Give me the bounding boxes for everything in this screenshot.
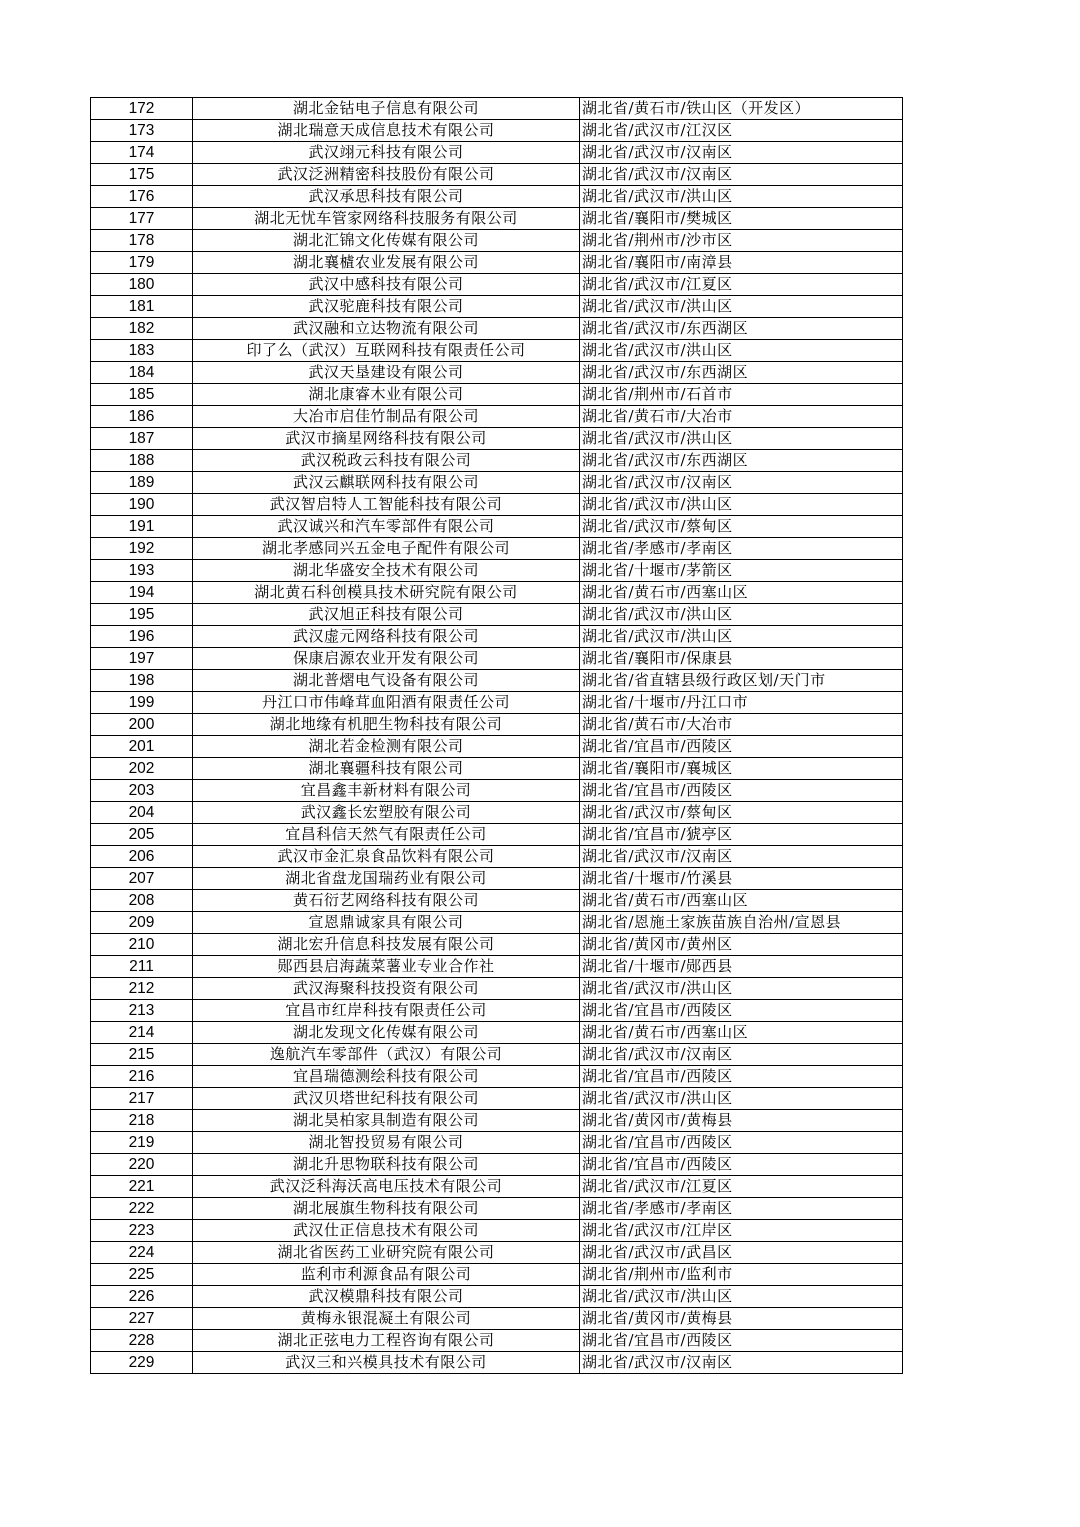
region-cell: 湖北省/武汉市/洪山区 — [580, 296, 903, 318]
table-row — [91, 802, 903, 824]
table-row — [91, 428, 903, 450]
row-number-cell: 206 — [91, 846, 193, 868]
row-number-cell: 191 — [91, 516, 193, 538]
row-number-cell: 204 — [91, 802, 193, 824]
table-row — [91, 340, 903, 362]
company-name-cell: 武汉仕正信息技术有限公司 — [193, 1220, 580, 1242]
table-row — [91, 1264, 903, 1286]
region-cell: 湖北省/宜昌市/西陵区 — [580, 736, 903, 758]
row-number-cell: 215 — [91, 1044, 193, 1066]
company-name-cell: 宣恩鼎诚家具有限公司 — [193, 912, 580, 934]
row-number-cell: 213 — [91, 1000, 193, 1022]
region-cell: 湖北省/武汉市/洪山区 — [580, 340, 903, 362]
company-name-cell: 湖北发现文化传媒有限公司 — [193, 1022, 580, 1044]
region-cell: 湖北省/武汉市/洪山区 — [580, 978, 903, 1000]
row-number-cell: 222 — [91, 1198, 193, 1220]
region-cell: 湖北省/武汉市/洪山区 — [580, 626, 903, 648]
row-number-cell: 214 — [91, 1022, 193, 1044]
region-cell: 湖北省/襄阳市/襄城区 — [580, 758, 903, 780]
company-name-cell: 湖北展旗生物科技有限公司 — [193, 1198, 580, 1220]
company-name-cell: 丹江口市伟峰茸血阳酒有限责任公司 — [193, 692, 580, 714]
row-number-cell: 205 — [91, 824, 193, 846]
company-name-cell: 武汉中感科技有限公司 — [193, 274, 580, 296]
table-row — [91, 780, 903, 802]
table-row — [91, 1000, 903, 1022]
region-cell: 湖北省/武汉市/武昌区 — [580, 1242, 903, 1264]
region-cell: 湖北省/孝感市/孝南区 — [580, 1198, 903, 1220]
table-row — [91, 208, 903, 230]
table-row — [91, 362, 903, 384]
company-name-cell: 大冶市启佳竹制品有限公司 — [193, 406, 580, 428]
row-number-cell: 212 — [91, 978, 193, 1000]
company-name-cell: 湖北宏升信息科技发展有限公司 — [193, 934, 580, 956]
table-row — [91, 494, 903, 516]
row-number-cell: 199 — [91, 692, 193, 714]
row-number-cell: 186 — [91, 406, 193, 428]
table-row — [91, 1352, 903, 1374]
company-name-cell: 宜昌瑞德测绘科技有限公司 — [193, 1066, 580, 1088]
region-cell: 湖北省/黄冈市/黄州区 — [580, 934, 903, 956]
company-name-cell: 湖北普熠电气设备有限公司 — [193, 670, 580, 692]
row-number-cell: 174 — [91, 142, 193, 164]
company-name-cell: 湖北康睿木业有限公司 — [193, 384, 580, 406]
company-name-cell: 武汉三和兴模具技术有限公司 — [193, 1352, 580, 1374]
region-cell: 湖北省/宜昌市/西陵区 — [580, 1066, 903, 1088]
row-number-cell: 196 — [91, 626, 193, 648]
company-name-cell: 武汉贝塔世纪科技有限公司 — [193, 1088, 580, 1110]
region-cell: 湖北省/武汉市/东西湖区 — [580, 450, 903, 472]
row-number-cell: 197 — [91, 648, 193, 670]
table-row — [91, 120, 903, 142]
company-name-cell: 武汉鑫长宏塑胶有限公司 — [193, 802, 580, 824]
company-name-cell: 武汉市金汇泉食品饮料有限公司 — [193, 846, 580, 868]
region-cell: 湖北省/武汉市/洪山区 — [580, 428, 903, 450]
row-number-cell: 178 — [91, 230, 193, 252]
table-row — [91, 164, 903, 186]
region-cell: 湖北省/武汉市/汉南区 — [580, 142, 903, 164]
row-number-cell: 200 — [91, 714, 193, 736]
table-row — [91, 824, 903, 846]
region-cell: 湖北省/武汉市/洪山区 — [580, 1088, 903, 1110]
table-row — [91, 1330, 903, 1352]
table-row — [91, 846, 903, 868]
table-row — [91, 450, 903, 472]
row-number-cell: 193 — [91, 560, 193, 582]
row-number-cell: 224 — [91, 1242, 193, 1264]
region-cell: 湖北省/武汉市/江岸区 — [580, 1220, 903, 1242]
company-name-cell: 武汉虚元网络科技有限公司 — [193, 626, 580, 648]
row-number-cell: 202 — [91, 758, 193, 780]
region-cell: 湖北省/省直辖县级行政区划/天门市 — [580, 670, 903, 692]
table-row — [91, 670, 903, 692]
company-name-cell: 宜昌科信天然气有限责任公司 — [193, 824, 580, 846]
table-row — [91, 1044, 903, 1066]
table-row — [91, 1110, 903, 1132]
region-cell: 湖北省/武汉市/江夏区 — [580, 1176, 903, 1198]
company-name-cell: 湖北黄石科创模具技术研究院有限公司 — [193, 582, 580, 604]
table-body — [91, 98, 903, 1374]
region-cell: 湖北省/宜昌市/西陵区 — [580, 1132, 903, 1154]
region-cell: 湖北省/武汉市/汉南区 — [580, 1044, 903, 1066]
row-number-cell: 229 — [91, 1352, 193, 1374]
table-row — [91, 692, 903, 714]
table-row — [91, 472, 903, 494]
row-number-cell: 208 — [91, 890, 193, 912]
row-number-cell: 219 — [91, 1132, 193, 1154]
company-list-table — [90, 97, 903, 1374]
region-cell: 湖北省/宜昌市/西陵区 — [580, 1154, 903, 1176]
row-number-cell: 209 — [91, 912, 193, 934]
company-name-cell: 湖北昊柏家具制造有限公司 — [193, 1110, 580, 1132]
company-name-cell: 湖北正弦电力工程咨询有限公司 — [193, 1330, 580, 1352]
table-row — [91, 934, 903, 956]
row-number-cell: 189 — [91, 472, 193, 494]
region-cell: 湖北省/黄石市/西塞山区 — [580, 1022, 903, 1044]
table-row — [91, 1308, 903, 1330]
table-row — [91, 296, 903, 318]
row-number-cell: 177 — [91, 208, 193, 230]
company-name-cell: 武汉智启特人工智能科技有限公司 — [193, 494, 580, 516]
row-number-cell: 227 — [91, 1308, 193, 1330]
table-row — [91, 626, 903, 648]
row-number-cell: 192 — [91, 538, 193, 560]
row-number-cell: 201 — [91, 736, 193, 758]
table-row — [91, 406, 903, 428]
company-name-cell: 湖北汇锦文化传媒有限公司 — [193, 230, 580, 252]
region-cell: 湖北省/黄冈市/黄梅县 — [580, 1110, 903, 1132]
company-name-cell: 武汉模鼎科技有限公司 — [193, 1286, 580, 1308]
row-number-cell: 210 — [91, 934, 193, 956]
row-number-cell: 172 — [91, 98, 193, 120]
table-row — [91, 384, 903, 406]
table-row — [91, 230, 903, 252]
region-cell: 湖北省/武汉市/洪山区 — [580, 1286, 903, 1308]
company-name-cell: 湖北华盛安全技术有限公司 — [193, 560, 580, 582]
row-number-cell: 217 — [91, 1088, 193, 1110]
table-row — [91, 736, 903, 758]
region-cell: 湖北省/十堰市/茅箭区 — [580, 560, 903, 582]
table-row — [91, 142, 903, 164]
region-cell: 湖北省/十堰市/郧西县 — [580, 956, 903, 978]
table-row — [91, 912, 903, 934]
region-cell: 湖北省/武汉市/江夏区 — [580, 274, 903, 296]
row-number-cell: 226 — [91, 1286, 193, 1308]
company-name-cell: 宜昌市红岸科技有限责任公司 — [193, 1000, 580, 1022]
table-row — [91, 1220, 903, 1242]
company-name-cell: 黄石衍艺网络科技有限公司 — [193, 890, 580, 912]
row-number-cell: 203 — [91, 780, 193, 802]
region-cell: 湖北省/黄石市/大冶市 — [580, 406, 903, 428]
table-row — [91, 1176, 903, 1198]
region-cell: 湖北省/武汉市/蔡甸区 — [580, 516, 903, 538]
region-cell: 湖北省/襄阳市/南漳县 — [580, 252, 903, 274]
company-name-cell: 武汉融和立达物流有限公司 — [193, 318, 580, 340]
row-number-cell: 216 — [91, 1066, 193, 1088]
region-cell: 湖北省/十堰市/丹江口市 — [580, 692, 903, 714]
company-name-cell: 武汉泛科海沃高电压技术有限公司 — [193, 1176, 580, 1198]
table-row — [91, 1022, 903, 1044]
row-number-cell: 179 — [91, 252, 193, 274]
table-row — [91, 1198, 903, 1220]
company-name-cell: 武汉旭正科技有限公司 — [193, 604, 580, 626]
row-number-cell: 220 — [91, 1154, 193, 1176]
row-number-cell: 180 — [91, 274, 193, 296]
region-cell: 湖北省/武汉市/蔡甸区 — [580, 802, 903, 824]
row-number-cell: 190 — [91, 494, 193, 516]
row-number-cell: 223 — [91, 1220, 193, 1242]
table-row — [91, 1132, 903, 1154]
company-name-cell: 湖北孝感同兴五金电子配件有限公司 — [193, 538, 580, 560]
table-row — [91, 318, 903, 340]
region-cell: 湖北省/宜昌市/猇亭区 — [580, 824, 903, 846]
region-cell: 湖北省/黄石市/铁山区（开发区） — [580, 98, 903, 120]
company-name-cell: 武汉海聚科技投资有限公司 — [193, 978, 580, 1000]
region-cell: 湖北省/黄冈市/黄梅县 — [580, 1308, 903, 1330]
table-row — [91, 186, 903, 208]
region-cell: 湖北省/武汉市/江汉区 — [580, 120, 903, 142]
company-name-cell: 武汉泛洲精密科技股份有限公司 — [193, 164, 580, 186]
region-cell: 湖北省/武汉市/洪山区 — [580, 494, 903, 516]
company-name-cell: 湖北升思物联科技有限公司 — [193, 1154, 580, 1176]
row-number-cell: 188 — [91, 450, 193, 472]
region-cell: 湖北省/十堰市/竹溪县 — [580, 868, 903, 890]
row-number-cell: 175 — [91, 164, 193, 186]
table-row — [91, 648, 903, 670]
row-number-cell: 194 — [91, 582, 193, 604]
table-row — [91, 274, 903, 296]
table-row — [91, 1088, 903, 1110]
company-name-cell: 湖北若金检测有限公司 — [193, 736, 580, 758]
company-name-cell: 湖北地缘有机肥生物科技有限公司 — [193, 714, 580, 736]
table-row — [91, 98, 903, 120]
table-row — [91, 538, 903, 560]
company-name-cell: 黄梅永银混凝土有限公司 — [193, 1308, 580, 1330]
row-number-cell: 185 — [91, 384, 193, 406]
company-name-cell: 武汉驼鹿科技有限公司 — [193, 296, 580, 318]
row-number-cell: 182 — [91, 318, 193, 340]
table-row — [91, 1066, 903, 1088]
row-number-cell: 221 — [91, 1176, 193, 1198]
row-number-cell: 225 — [91, 1264, 193, 1286]
company-name-cell: 武汉诚兴和汽车零部件有限公司 — [193, 516, 580, 538]
region-cell: 湖北省/宜昌市/西陵区 — [580, 1000, 903, 1022]
region-cell: 湖北省/孝感市/孝南区 — [580, 538, 903, 560]
region-cell: 湖北省/武汉市/东西湖区 — [580, 362, 903, 384]
table-row — [91, 1154, 903, 1176]
region-cell: 湖北省/宜昌市/西陵区 — [580, 1330, 903, 1352]
region-cell: 湖北省/黄石市/西塞山区 — [580, 890, 903, 912]
table-row — [91, 868, 903, 890]
table-row — [91, 1286, 903, 1308]
company-name-cell: 湖北省盘龙国瑞药业有限公司 — [193, 868, 580, 890]
table-row — [91, 890, 903, 912]
company-name-cell: 逸航汽车零部件（武汉）有限公司 — [193, 1044, 580, 1066]
row-number-cell: 211 — [91, 956, 193, 978]
row-number-cell: 207 — [91, 868, 193, 890]
table-row — [91, 1242, 903, 1264]
region-cell: 湖北省/武汉市/汉南区 — [580, 472, 903, 494]
row-number-cell: 198 — [91, 670, 193, 692]
region-cell: 湖北省/荆州市/沙市区 — [580, 230, 903, 252]
company-name-cell: 武汉翊元科技有限公司 — [193, 142, 580, 164]
company-name-cell: 保康启源农业开发有限公司 — [193, 648, 580, 670]
table-row — [91, 582, 903, 604]
row-number-cell: 173 — [91, 120, 193, 142]
table-row — [91, 252, 903, 274]
region-cell: 湖北省/恩施土家族苗族自治州/宣恩县 — [580, 912, 903, 934]
row-number-cell: 218 — [91, 1110, 193, 1132]
company-name-cell: 湖北金钴电子信息有限公司 — [193, 98, 580, 120]
region-cell: 湖北省/武汉市/东西湖区 — [580, 318, 903, 340]
company-name-cell: 湖北智投贸易有限公司 — [193, 1132, 580, 1154]
row-number-cell: 228 — [91, 1330, 193, 1352]
table-row — [91, 956, 903, 978]
company-name-cell: 湖北无忧车管家网络科技服务有限公司 — [193, 208, 580, 230]
row-number-cell: 181 — [91, 296, 193, 318]
region-cell: 湖北省/武汉市/汉南区 — [580, 846, 903, 868]
company-name-cell: 武汉云麒联网科技有限公司 — [193, 472, 580, 494]
company-name-cell: 湖北瑞意天成信息技术有限公司 — [193, 120, 580, 142]
row-number-cell: 184 — [91, 362, 193, 384]
table-row — [91, 560, 903, 582]
table-row — [91, 604, 903, 626]
company-name-cell: 宜昌鑫丰新材料有限公司 — [193, 780, 580, 802]
company-name-cell: 印了么（武汉）互联网科技有限责任公司 — [193, 340, 580, 362]
row-number-cell: 183 — [91, 340, 193, 362]
company-name-cell: 武汉市摘星网络科技有限公司 — [193, 428, 580, 450]
company-name-cell: 湖北襄樝农业发展有限公司 — [193, 252, 580, 274]
region-cell: 湖北省/武汉市/汉南区 — [580, 1352, 903, 1374]
region-cell: 湖北省/武汉市/汉南区 — [580, 164, 903, 186]
region-cell: 湖北省/武汉市/洪山区 — [580, 604, 903, 626]
table-row — [91, 978, 903, 1000]
company-name-cell: 湖北襄疆科技有限公司 — [193, 758, 580, 780]
table-row — [91, 714, 903, 736]
company-name-cell: 郧西县启海蔬菜薯业专业合作社 — [193, 956, 580, 978]
company-name-cell: 湖北省医药工业研究院有限公司 — [193, 1242, 580, 1264]
region-cell: 湖北省/襄阳市/樊城区 — [580, 208, 903, 230]
company-name-cell: 武汉税政云科技有限公司 — [193, 450, 580, 472]
table-row — [91, 758, 903, 780]
row-number-cell: 176 — [91, 186, 193, 208]
region-cell: 湖北省/武汉市/洪山区 — [580, 186, 903, 208]
row-number-cell: 195 — [91, 604, 193, 626]
region-cell: 湖北省/宜昌市/西陵区 — [580, 780, 903, 802]
table-row — [91, 516, 903, 538]
region-cell: 湖北省/黄石市/大冶市 — [580, 714, 903, 736]
region-cell: 湖北省/荆州市/石首市 — [580, 384, 903, 406]
region-cell: 湖北省/荆州市/监利市 — [580, 1264, 903, 1286]
company-name-cell: 武汉天垦建设有限公司 — [193, 362, 580, 384]
company-name-cell: 武汉承思科技有限公司 — [193, 186, 580, 208]
row-number-cell: 187 — [91, 428, 193, 450]
region-cell: 湖北省/黄石市/西塞山区 — [580, 582, 903, 604]
company-name-cell: 监利市利源食品有限公司 — [193, 1264, 580, 1286]
region-cell: 湖北省/襄阳市/保康县 — [580, 648, 903, 670]
